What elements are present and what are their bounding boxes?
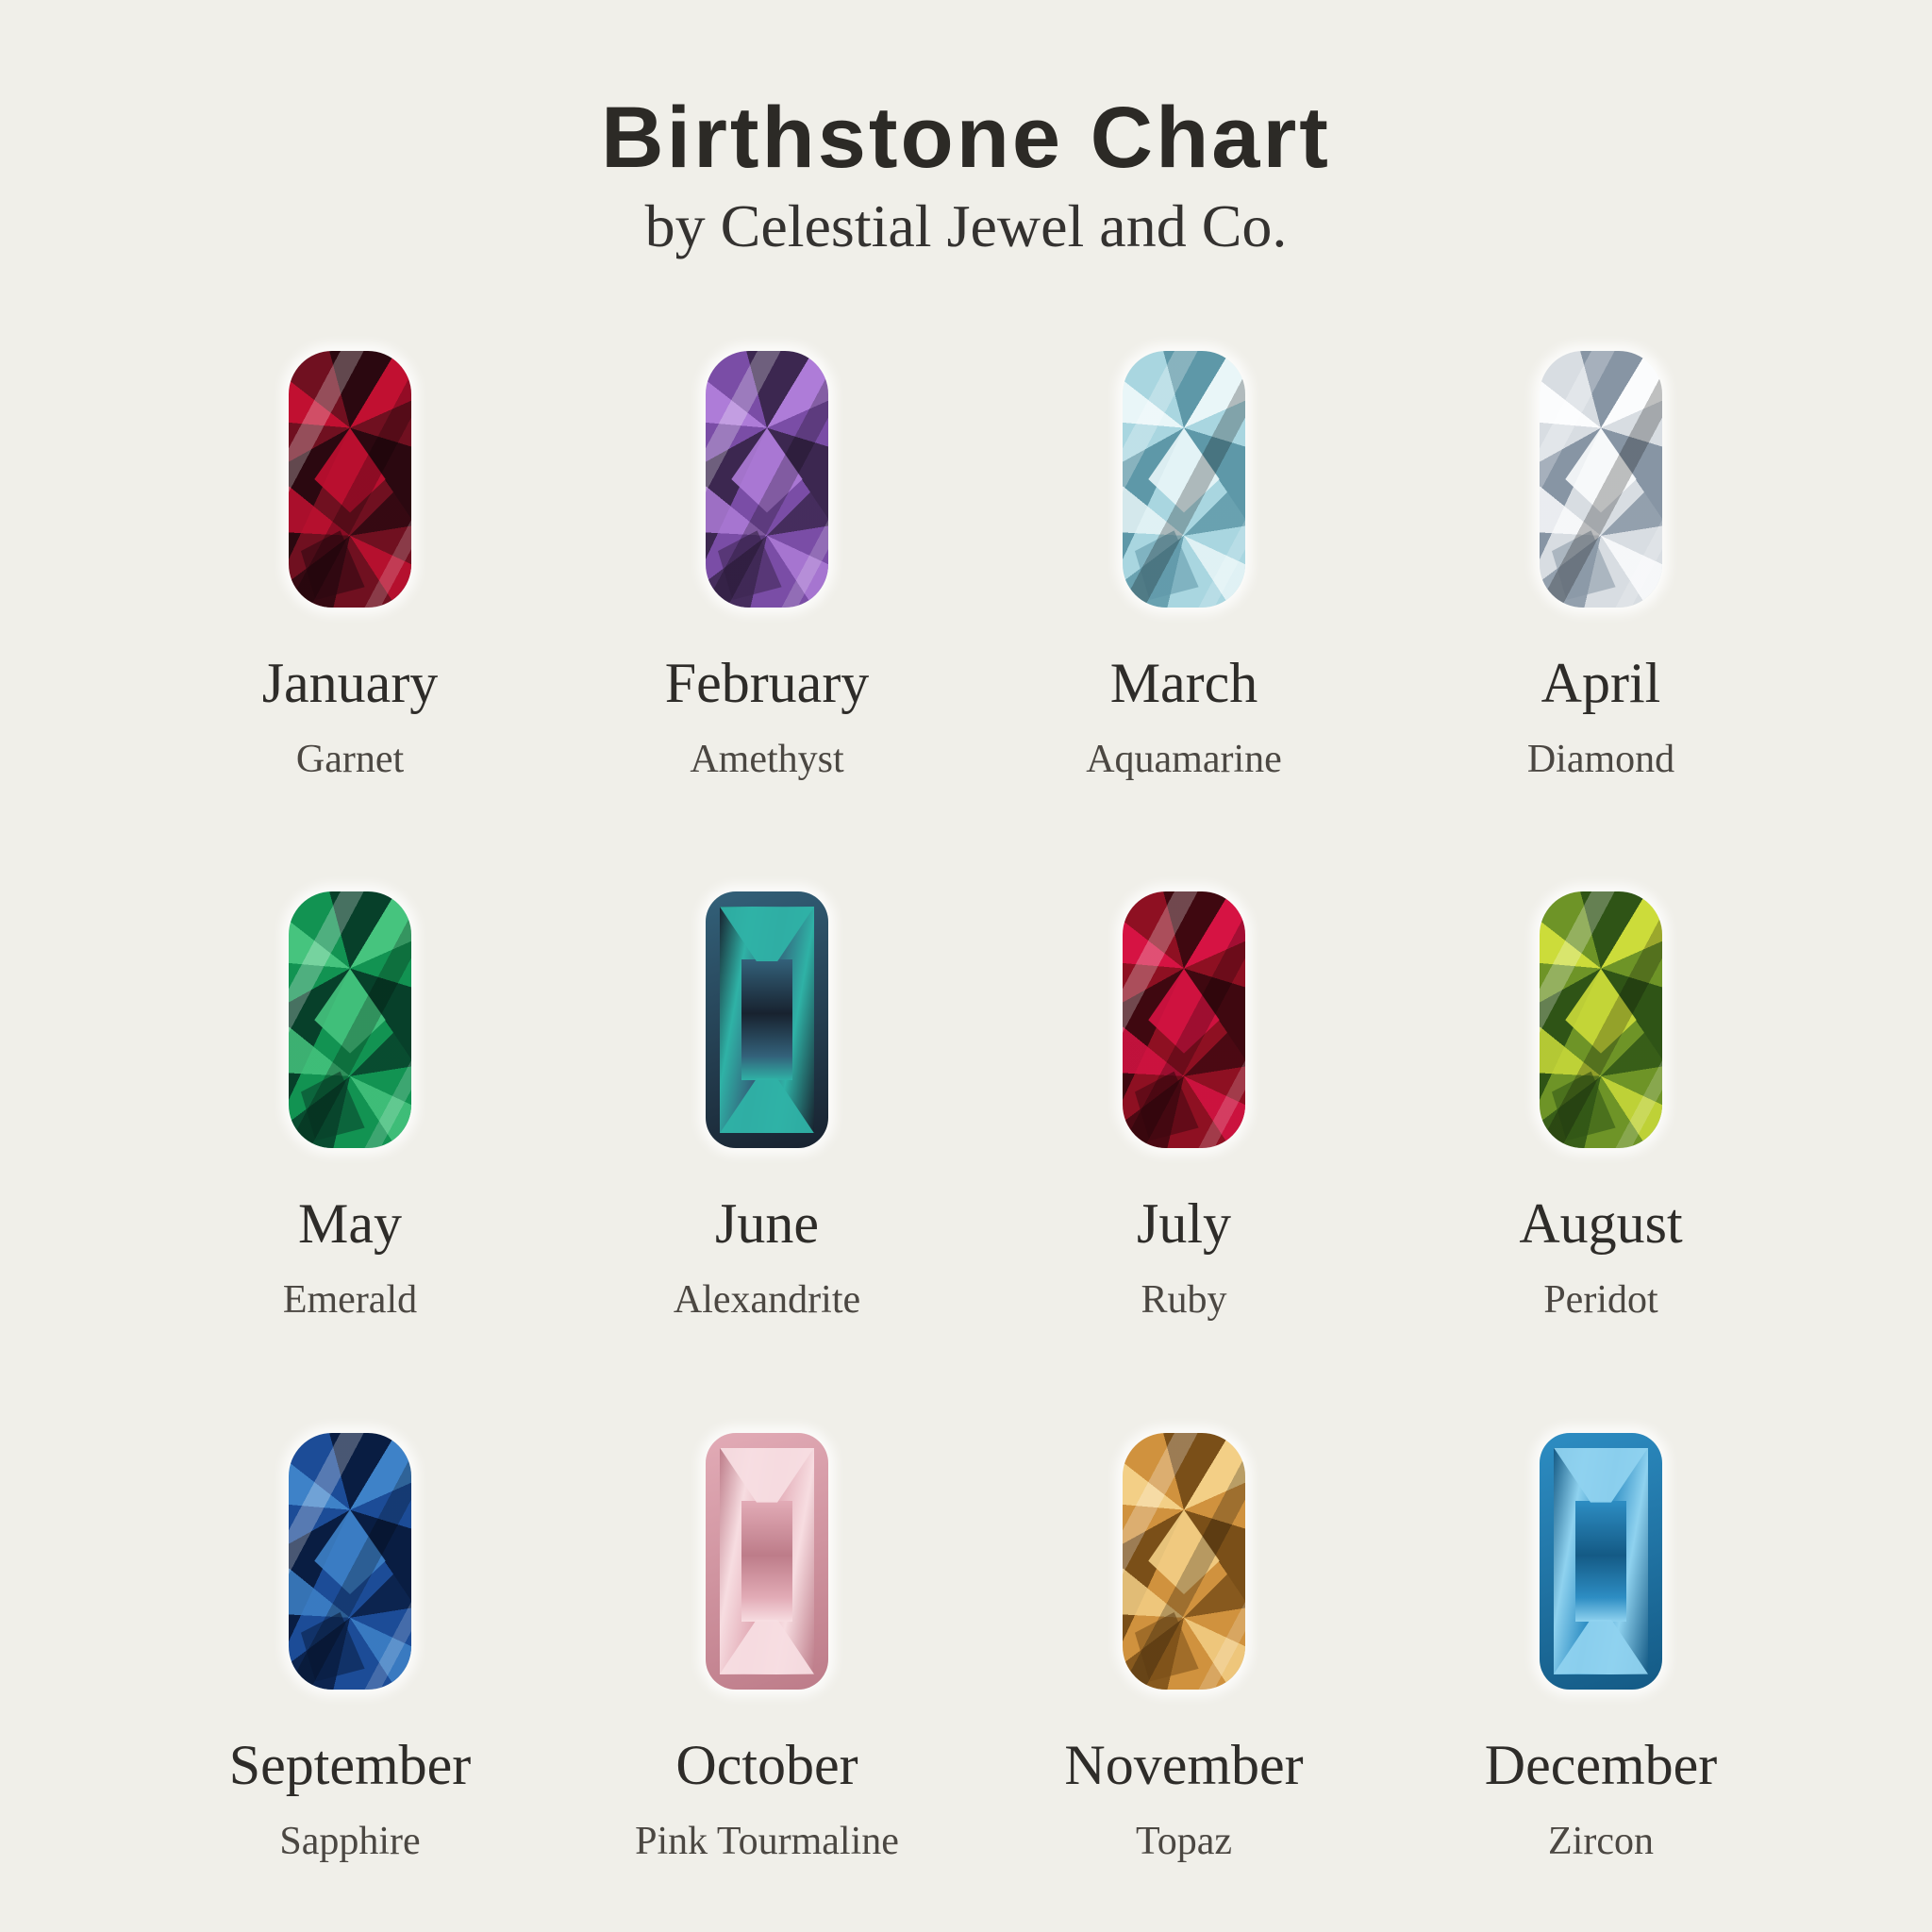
gem-facet-highlight: [1554, 1448, 1648, 1503]
stone-label: Emerald: [282, 1278, 418, 1323]
cell-august: [1392, 891, 1809, 1323]
gem-facet-shadow: [1123, 351, 1245, 608]
month-label: March: [1109, 652, 1258, 714]
birthstone-grid: [142, 351, 1809, 1864]
sapphire-gem-image: [289, 1433, 411, 1690]
stone-label: Peridot: [1543, 1278, 1658, 1323]
cell-april: [1392, 351, 1809, 782]
gem-facet-highlight: [289, 351, 411, 608]
month-label: May: [298, 1192, 402, 1256]
peridot-gem-image: [1540, 891, 1662, 1148]
gem-facet-shadow: [1123, 1433, 1245, 1690]
cell-june: [558, 891, 975, 1323]
cell-october: [558, 1433, 975, 1864]
gem-facet-shadow: [1123, 891, 1245, 1148]
stone-label: Amethyst: [690, 738, 844, 781]
month-label: September: [228, 1733, 472, 1796]
stone-label: Aquamarine: [1086, 738, 1282, 781]
stone-label: Zircon: [1548, 1819, 1654, 1863]
alexandrite-gem-image: [706, 891, 828, 1148]
gem-facet-shadow: [289, 351, 411, 608]
month-label: August: [1519, 1192, 1683, 1256]
gem-facet-shadow: [1554, 1620, 1648, 1674]
gem-facet-highlight: [1540, 891, 1662, 1148]
amethyst-gem-image: [706, 351, 828, 608]
aquamarine-gem-image: [1123, 351, 1245, 608]
month-label: December: [1484, 1733, 1718, 1796]
stone-label: Ruby: [1141, 1278, 1227, 1323]
cell-may: [142, 891, 558, 1323]
gem-facet-highlight: [1540, 351, 1662, 608]
pink-tourmaline-gem-image: [706, 1433, 828, 1690]
gem-facet-highlight: [720, 1448, 814, 1503]
cell-december: [1392, 1433, 1809, 1864]
month-label: February: [664, 652, 870, 714]
cell-february: [558, 351, 975, 782]
cell-january: [142, 351, 558, 782]
gem-facet-shadow: [720, 1078, 814, 1133]
month-label: November: [1064, 1733, 1304, 1796]
cell-july: [975, 891, 1392, 1323]
stone-label: Alexandrite: [673, 1278, 861, 1323]
stone-label: Diamond: [1526, 738, 1675, 781]
diamond-gem-image: [1540, 351, 1662, 608]
cell-november: [975, 1433, 1392, 1864]
gem-facet-highlight: [1123, 351, 1245, 608]
ruby-gem-image: [1123, 891, 1245, 1148]
gem-facet-shadow: [720, 1620, 814, 1674]
stone-label: Sapphire: [279, 1819, 421, 1863]
chart-header: [0, 0, 1932, 260]
gem-facet-highlight: [720, 907, 814, 961]
gem-facet-shadow: [289, 1433, 411, 1690]
stone-label: Topaz: [1135, 1819, 1232, 1863]
emerald-gem-image: [289, 891, 411, 1148]
gem-facet-shadow: [1540, 351, 1662, 608]
zircon-gem-image: [1540, 1433, 1662, 1690]
page-subtitle: by Celestial Jewel and Co.: [644, 192, 1288, 260]
gem-facet-highlight: [289, 1433, 411, 1690]
topaz-gem-image: [1123, 1433, 1245, 1690]
month-label: April: [1541, 652, 1661, 714]
gem-facet-highlight: [289, 891, 411, 1148]
gem-facet-highlight: [1123, 891, 1245, 1148]
gem-facet-shadow: [289, 891, 411, 1148]
gem-facet-shadow: [1540, 891, 1662, 1148]
garnet-gem-image: [289, 351, 411, 608]
month-label: July: [1136, 1192, 1232, 1256]
stone-label: Pink Tourmaline: [635, 1819, 899, 1863]
cell-march: [975, 351, 1392, 782]
month-label: June: [715, 1192, 819, 1256]
month-label: January: [261, 652, 439, 714]
stone-label: Garnet: [295, 738, 405, 781]
cell-september: [142, 1433, 558, 1864]
gem-facet-highlight: [706, 351, 828, 608]
month-label: October: [675, 1733, 858, 1796]
page-title: Birthstone Chart: [601, 90, 1331, 186]
gem-facet-highlight: [1123, 1433, 1245, 1690]
gem-facet-shadow: [706, 351, 828, 608]
